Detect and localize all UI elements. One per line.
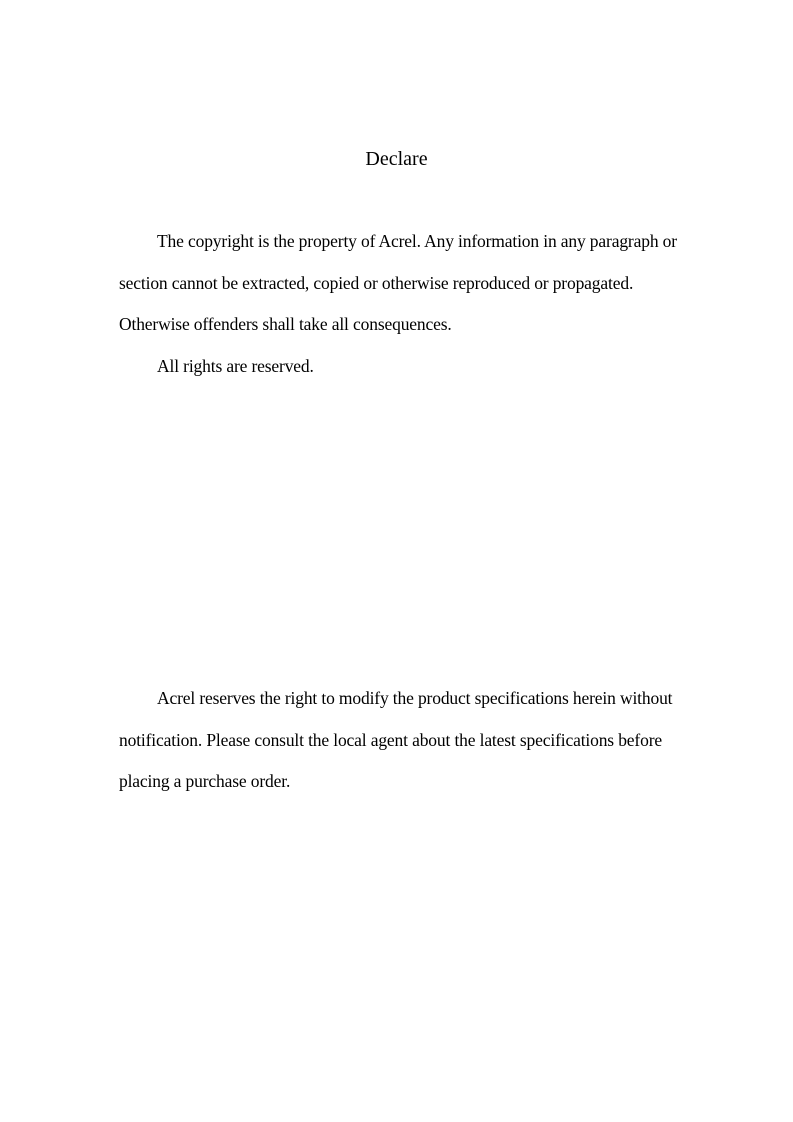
page-title: Declare: [365, 148, 428, 170]
rights-reserved-paragraph: All rights are reserved.: [157, 356, 314, 376]
copyright-paragraph: The copyright is the property of Acrel. Any information in any paragraph or section cannot be extracted, copied or otherwise reproduced or propagated. Otherwise offenders shall take all consequences.: [119, 231, 677, 335]
specifications-notice-paragraph: Acrel reserves the right to modify the product specifications herein without notification. Please consult the local agent about the latest specifications before placing a purchase order.: [119, 688, 673, 792]
